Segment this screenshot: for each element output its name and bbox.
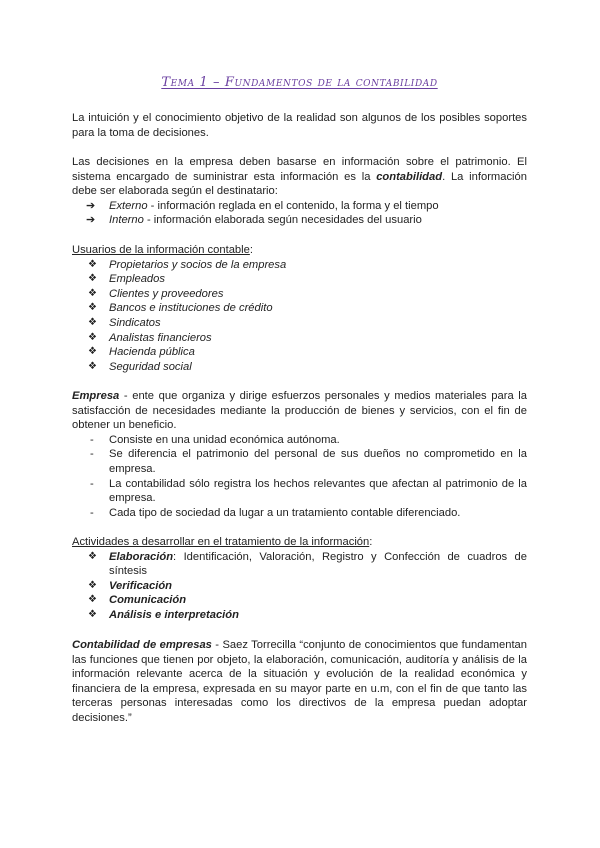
page-title: Tema 1 – Fundamentos de la contabilidad [161, 75, 438, 90]
dash-bullet: - [90, 433, 94, 446]
list-item: ❖ Verificación [88, 579, 173, 592]
diamond-bullet-icon: ❖ [88, 579, 97, 591]
diamond-bullet-icon: ❖ [88, 302, 97, 314]
diamond-bullet-icon: ❖ [88, 550, 97, 562]
usuarios-heading: Usuarios de la información contable: [72, 244, 253, 256]
usuarios-section [72, 243, 527, 374]
dash-bullet: - [90, 477, 94, 490]
diamond-bullet-icon: ❖ [88, 594, 97, 606]
decisiones-section [72, 155, 527, 228]
diamond-bullet-icon: ❖ [88, 273, 97, 285]
dash-bullet: - [90, 448, 94, 461]
diamond-bullet-icon: ❖ [88, 316, 97, 328]
destinatario-list [72, 199, 527, 228]
empresa-paragraph: Empresa - ente que organiza y dirige esfuerzos personales y medios materiales para la satisfacción de necesidades mediante la producción de bienes y servicios, con el fin de obtener un beneficio. [72, 390, 527, 432]
list-item: ❖ Propietarios y socios de la empresa [88, 258, 287, 271]
decisiones-paragraph [72, 155, 527, 199]
list-item: ❖ Sindicatos [88, 316, 161, 329]
definicion-paragraph: Contabilidad de empresas - Saez Torrecilla “conjunto de conocimientos que fundamentan las funciones que tienen por objeto, la elaboración, comunicación, auditoría y análisis de la información relevante acerca de la situación y evolución de la realidad económica y financiera de la empresa, expresada en su mayor parte en u.m, con el fin de que tanto las terceras personas interesadas como los directivos de la empresa puedan adoptar decisiones.” [72, 639, 527, 724]
definicion-section [72, 638, 527, 726]
usuarios-list [72, 258, 527, 375]
actividades-heading: Actividades a desarrollar en el tratamiento de la información: [72, 536, 373, 548]
diamond-bullet-icon: ❖ [88, 331, 97, 343]
actividades-section [72, 535, 527, 623]
dash-bullet: - [90, 506, 94, 519]
list-item: ❖ Elaboración: Identificación, Valoración, Registro y Confección de cuadros de síntesis [88, 550, 527, 578]
list-item: ❖ Comunicación [88, 594, 187, 607]
list-item: ❖ Hacienda pública [88, 346, 195, 359]
list-item: ❖ Analistas financieros [88, 331, 212, 344]
list-item: ➔ Externo - información reglada en el contenido, la forma y el tiempo [86, 199, 439, 212]
list-item: - Cada tipo de sociedad da lugar a un tratamiento contable diferenciado. [90, 506, 461, 519]
diamond-bullet-icon: ❖ [88, 258, 97, 270]
definicion-term: Contabilidad de empresas [72, 639, 212, 651]
actividades-list [72, 550, 527, 623]
diamond-bullet-icon: ❖ [88, 608, 97, 620]
arrow-icon: ➔ [86, 214, 96, 227]
empresa-list [72, 433, 527, 521]
contabilidad-term: contabilidad [376, 170, 443, 183]
list-item: ❖ Análisis e interpretación [88, 608, 239, 621]
diamond-bullet-icon: ❖ [88, 360, 97, 372]
empresa-term: Empresa [72, 390, 120, 402]
list-item: ➔ Interno - información elaborada según necesidades del usuario [86, 214, 422, 227]
intro-text: La intuición y el conocimiento objetivo de la realidad son algunos de los posibles soportes para la toma de decisiones. [72, 112, 527, 139]
list-item: ❖ Bancos e instituciones de crédito [88, 302, 273, 315]
arrow-icon: ➔ [86, 199, 96, 212]
list-item: - Se diferencia el patrimonio del personal de sus dueños no comprometido en la empresa. [90, 448, 527, 475]
empresa-section [72, 389, 527, 520]
intro-paragraph [72, 111, 527, 140]
list-item: - Consiste en una unidad económica autónoma. [90, 433, 340, 446]
list-item: ❖ Seguridad social [88, 360, 192, 373]
decisiones-pre: Las decisiones en la empresa deben basarse en información sobre el patrimonio. El sistema encargado de suministrar esta información es la [72, 156, 527, 183]
decisiones-post: . La información debe ser elaborada según el destinatario: [72, 170, 527, 198]
diamond-bullet-icon: ❖ [88, 287, 97, 299]
list-item: ❖ Clientes y proveedores [88, 287, 224, 300]
diamond-bullet-icon: ❖ [88, 346, 97, 358]
list-item: - La contabilidad sólo registra los hechos relevantes que afectan al patrimonio de la empresa. [90, 477, 527, 505]
list-item: ❖ Empleados [88, 273, 165, 286]
